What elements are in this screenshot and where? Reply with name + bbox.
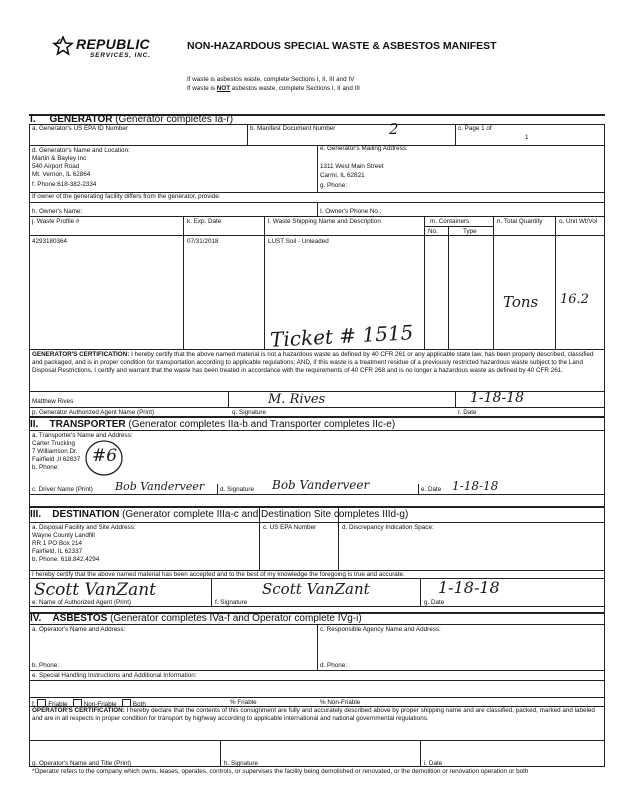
facility-phone-line: b. Phone: 618.842.4294 xyxy=(32,556,100,563)
owner-note: If owner of the generating facility differs from the generator, provide: xyxy=(32,193,221,200)
generator-name-line: Martin & Bayley Inc xyxy=(32,155,87,162)
generator-signature-value: M. Rives xyxy=(268,392,326,407)
destination-epa-label: c. US EPA Number xyxy=(263,524,317,531)
truck-number-handwritten: #6 xyxy=(92,446,118,466)
facility-name-line: Wayne County Landfill xyxy=(32,532,95,539)
col-containers-no: No. xyxy=(428,228,438,235)
facility-address-line: RR 1 PO Box 214 xyxy=(32,540,83,547)
epa-id-label: a. Generator's US EPA ID Number xyxy=(32,125,128,132)
owner-phone-label: I. Owner's Phone No.: xyxy=(320,208,382,215)
row-exp-date: 07/31/2018 xyxy=(187,238,219,245)
driver-signature-value: Bob Vanderveer xyxy=(272,478,370,492)
header-note-asbestos: If waste is asbestos waste, complete Sections I, II, III and IV xyxy=(187,76,355,83)
agency-name-label: c. Responsible Agency Name and Address: xyxy=(320,626,441,633)
friable-checkbox[interactable] xyxy=(37,699,46,707)
page-total-value: 1 xyxy=(525,134,529,141)
facility-city-line: Fairfield, IL 62337 xyxy=(32,548,83,555)
col-waste-profile: j. Waste Profile # xyxy=(32,218,80,225)
destination-signature-label: f. Signature xyxy=(215,599,248,606)
operator-footnote: *Operator refers to the company which owns, leases, operates, controls, or supervises the facility being demolished or renovated, or the demolition or renovation operation or both xyxy=(32,768,529,775)
operator-signature-label: h. Signature xyxy=(224,760,258,767)
section-heading-transporter: II. TRANSPORTER (Generator completes IIa-b and Transporter completes IIc-e) xyxy=(30,419,396,430)
col-unit-wt-vol: o. Unit Wt/Vol xyxy=(559,218,598,225)
col-total-quantity: n. Total Quantity xyxy=(497,218,543,225)
page-label: c. Page 1 of xyxy=(458,125,492,132)
total-quantity-handwritten: Tons xyxy=(503,293,539,311)
transporter-address-line: 7 Williamson Dr. xyxy=(32,448,78,455)
manifest-number-label: b. Manifest Document Number xyxy=(250,125,336,132)
unit-quantity-handwritten: 16.2 xyxy=(560,292,589,307)
transporter-date-value: 1-18-18 xyxy=(452,479,499,493)
driver-name-value: Bob Vanderveer xyxy=(115,480,205,493)
agency-phone-label: d. Phone: xyxy=(320,662,347,669)
driver-signature-label: d. Signature xyxy=(220,486,254,493)
col-exp-date: k. Exp. Date xyxy=(187,218,222,225)
operator-date-label: i. Date xyxy=(424,760,443,767)
col-containers-type: Type xyxy=(463,228,477,235)
republic-logo-icon xyxy=(52,36,74,56)
mailing-address-label: e. Generator's Mailing Address: xyxy=(320,145,408,152)
form-title: NON-HAZARDOUS SPECIAL WASTE & ASBESTOS MANIFEST xyxy=(187,40,497,52)
generator-date-label: r. Date xyxy=(458,409,477,416)
generator-name-label: d. Generator's Name and Location: xyxy=(32,147,130,154)
section-heading-asbestos: IV. ASBESTOS (Generator completes IVa-f and Operator complete IVg-i) xyxy=(30,613,362,624)
company-subtitle: SERVICES, INC. xyxy=(90,52,151,59)
row-waste-profile: 4293180364 xyxy=(32,238,68,245)
generator-signature-label: q. Signature xyxy=(232,409,266,416)
percent-non-friable-label: % Non-Friable xyxy=(320,699,361,706)
generator-certification: GENERATOR'S CERTIFICATION: I hereby certify that the above named material is not a hazardous waste as defined by 40 CFR 261 or any applicable state law, has been properly described, classified and packaged, and is in proper condition for transportation according to applicable regulations; AND, if this waste is a treatment residue of a previously restricted hazardous waste subject to the Land Disposal Restrictions, I certify and warrant that the waste has been treated in accordance with the requirements of 40 CFR 268 and is no longer a hazardous waste as defined by 40 CFR 261. xyxy=(32,351,594,374)
section-heading-generator: I. GENERATOR (Generator completes Ia-r) xyxy=(30,114,234,125)
mailing-phone-line: g. Phone: xyxy=(320,182,347,189)
transporter-date-label: e. Date xyxy=(421,486,442,493)
col-shipping-name: l. Waste Shipping Name and Description xyxy=(268,218,381,225)
transporter-city-line: Fairfield ,Il 62837 xyxy=(32,456,81,463)
operator-phone-label: b. Phone: xyxy=(32,662,59,669)
col-containers: m. Containers xyxy=(430,218,470,225)
generator-address-line: 540 Airport Road xyxy=(32,163,80,170)
operator-title-label: g. Operator's Name and Title (Print) xyxy=(32,760,132,767)
owner-name-label: h. Owner's Name: xyxy=(32,208,83,215)
transporter-name-line: Carter Trucking xyxy=(32,440,76,447)
generator-phone-line: f. Phone:618-382-2334 xyxy=(32,181,97,188)
percent-friable-label: % Friable xyxy=(230,699,257,706)
mailing-city-line: Carmi, IL 62821 xyxy=(320,172,365,179)
destination-signature-value: Scott VanZant xyxy=(262,580,370,598)
special-handling-label: e. Special Handling Instructions and Additional Information: xyxy=(32,672,197,679)
generator-city-line: Mt. Vernon, IL 62864 xyxy=(32,171,91,178)
friable-options: f. Friable Non-Friable Both xyxy=(32,701,146,708)
manifest-number-value: 2 xyxy=(389,120,399,138)
row-shipping-description: LUST Soil - Unleaded xyxy=(268,238,329,245)
ticket-number-handwritten: Ticket # 1515 xyxy=(269,320,414,352)
destination-date-label: g. Date xyxy=(424,599,445,606)
header-note-non-asbestos: If waste is NOT asbestos waste, complete Sections I, II and III xyxy=(187,85,360,92)
section-heading-destination: III. DESTINATION (Generator complete IIIa-c and Destination Site completes IIId-g) xyxy=(30,509,409,520)
driver-name-label: c. Driver Name (Print) xyxy=(32,486,93,493)
transporter-name-label: a. Transporter's Name and Address: xyxy=(32,432,133,439)
company-name: REPUBLIC xyxy=(76,36,150,52)
transporter-phone-line: b. Phone: xyxy=(32,464,59,471)
both-checkbox[interactable] xyxy=(122,699,131,707)
destination-date-value: 1-18-18 xyxy=(438,578,500,597)
generator-agent-name-value: Matthew Rives xyxy=(32,398,74,405)
generator-agent-name-label: p. Generator Authorized Agent Name (Print) xyxy=(32,409,155,416)
destination-certification: I hereby certify that the above named material has been accepted and to the best of my knowledge the foregoing is true and accurate. xyxy=(32,571,405,578)
facility-label: a. Disposal Facility and Site Address: xyxy=(32,524,136,531)
destination-agent-name-value: Scott VanZant xyxy=(34,580,156,600)
discrepancy-label: d. Discrepancy Indication Space: xyxy=(342,524,434,531)
mailing-street-line: 1311 West Main Street xyxy=(320,163,384,170)
operator-certification: OPERATOR'S CERTIFICATION: I hereby declare that the contents of this consignment are fully and accurately described above by proper shipping name and are classified, packed, marked and labeled and are in all respects in proper condition for transport by highway according to applicable international and national governmental regulations. xyxy=(32,707,595,722)
operator-name-label: a. Operator's Name and Address: xyxy=(32,626,126,633)
generator-date-value: 1-18-18 xyxy=(470,390,524,406)
destination-agent-name-label: e. Name of Authorized Agent (Print) xyxy=(32,599,132,606)
non-friable-checkbox[interactable] xyxy=(73,699,82,707)
